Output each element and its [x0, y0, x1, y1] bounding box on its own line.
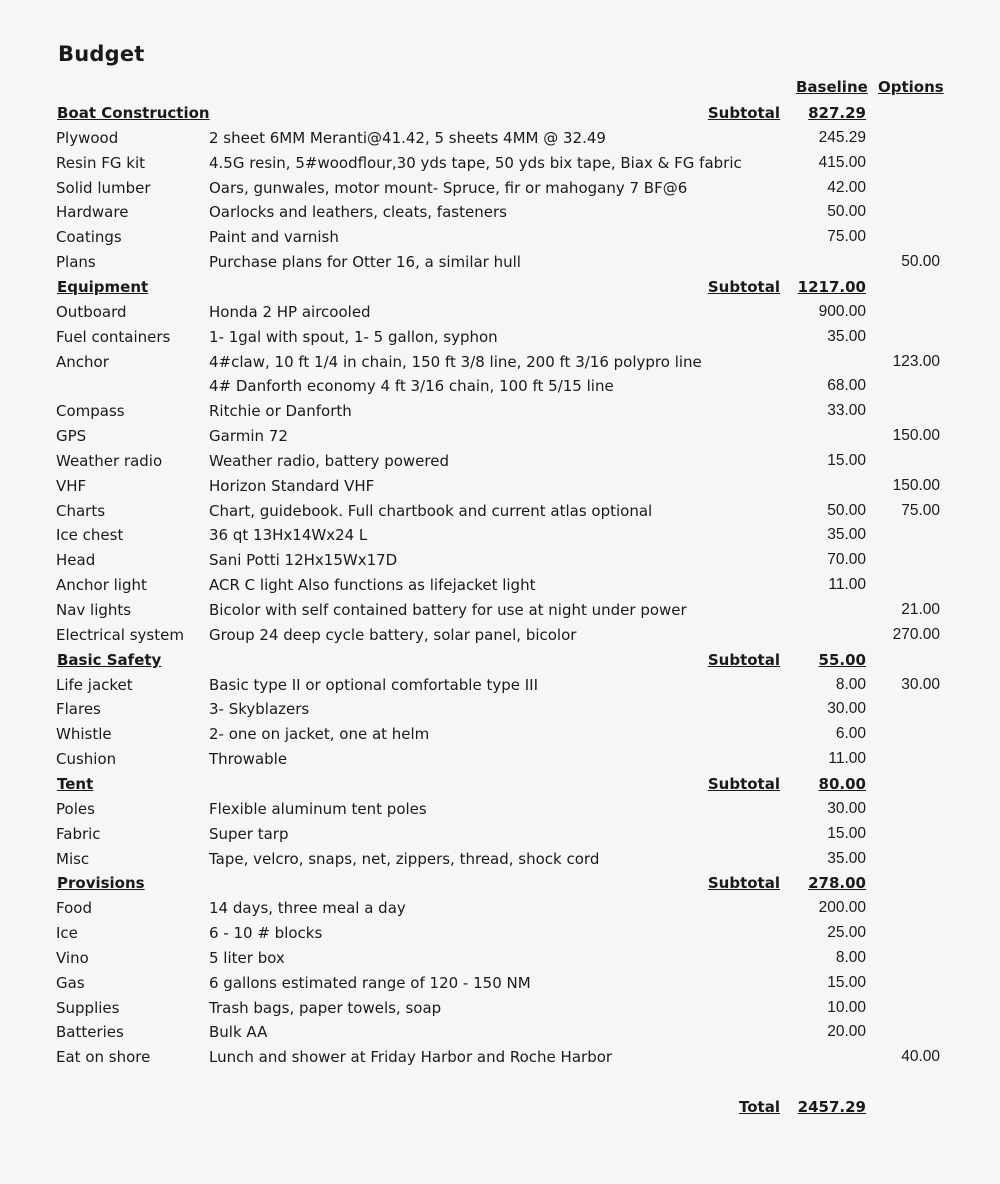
table-row: [0, 824, 1000, 849]
table-row: [0, 252, 1000, 277]
item-category: Ice: [56, 924, 78, 943]
baseline-cost: 30.00: [827, 700, 866, 718]
item-description: Lunch and shower at Friday Harbor and Roche Harbor: [209, 1048, 613, 1067]
table-row: [0, 1047, 1000, 1072]
table-row: [0, 178, 1000, 203]
table-row: [0, 575, 1000, 600]
item-category: Anchor: [56, 352, 109, 371]
table-row: [0, 1022, 1000, 1047]
table-row: [0, 948, 1000, 973]
item-description: Flexible aluminum tent poles: [209, 799, 427, 818]
item-category: Charts: [56, 501, 106, 520]
baseline-cost: 15.00: [827, 824, 866, 842]
baseline-cost: 900.00: [818, 302, 866, 320]
baseline-cost: 30.00: [827, 799, 866, 817]
column-header-baseline: Baseline: [796, 78, 868, 96]
section-header-row: [0, 650, 1000, 675]
item-category: Fuel containers: [56, 327, 171, 346]
item-category: Coatings: [56, 228, 122, 247]
item-category: Electrical system: [56, 625, 184, 644]
item-description: Weather radio, battery powered: [209, 451, 449, 470]
table-row: [0, 525, 1000, 550]
item-category: Flares: [56, 700, 101, 719]
table-row: [0, 923, 1000, 948]
item-description: 36 qt 13Hx14Wx24 L: [209, 526, 368, 545]
item-description: Trash bags, paper towels, soap: [209, 998, 442, 1017]
baseline-cost: 70.00: [827, 551, 866, 569]
table-row: [0, 501, 1000, 526]
table-row: [0, 973, 1000, 998]
baseline-cost: 42.00: [827, 178, 866, 196]
item-description: 14 days, three meal a day: [209, 899, 406, 918]
table-row: [0, 352, 1000, 377]
page-title: Budget: [58, 42, 145, 66]
item-category: Cushion: [56, 750, 117, 769]
table-row: [0, 675, 1000, 700]
table-row: [0, 401, 1000, 426]
item-category: GPS: [56, 427, 87, 446]
subtotal-value: 278.00: [808, 874, 866, 893]
baseline-cost: 20.00: [827, 1023, 866, 1041]
item-description: Ritchie or Danforth: [209, 402, 352, 421]
table-row: [0, 426, 1000, 451]
section-header-row: [0, 873, 1000, 898]
item-category: Nav lights: [56, 601, 132, 619]
table-row: [0, 749, 1000, 774]
item-category: Plywood: [56, 128, 119, 147]
section-title: Boat Construction: [57, 104, 210, 122]
section-title: Basic Safety: [57, 650, 162, 669]
item-category: Poles: [56, 799, 95, 818]
item-description: Honda 2 HP aircooled: [209, 302, 371, 321]
table-row: [0, 153, 1000, 178]
item-category: Eat on shore: [56, 1048, 151, 1067]
table-row: [0, 600, 1000, 625]
baseline-cost: 245.29: [818, 128, 866, 146]
item-category: Hardware: [56, 203, 129, 222]
table-row: [0, 898, 1000, 923]
subtotal-value: 80.00: [818, 774, 866, 793]
table-row: [0, 724, 1000, 749]
subtotal-value: 55.00: [818, 650, 866, 669]
item-category: Food: [56, 899, 92, 918]
item-category: Whistle: [56, 725, 112, 744]
section-header-row: [0, 103, 1000, 128]
option-cost: 150.00: [892, 476, 940, 494]
section-title: Provisions: [57, 874, 145, 893]
item-description: Tape, velcro, snaps, net, zippers, thread, shock cord: [209, 849, 600, 868]
item-description: 4# Danforth economy 4 ft 3/16 chain, 100 ft 5/15 line: [209, 377, 614, 396]
baseline-cost: 35.00: [827, 526, 866, 544]
item-description: Sani Potti 12Hx15Wx17D: [209, 551, 398, 570]
item-category: Ice chest: [56, 526, 124, 545]
baseline-cost: 50.00: [827, 203, 866, 221]
item-description: 4#claw, 10 ft 1/4 in chain, 150 ft 3/8 line, 200 ft 3/16 polypro line: [209, 352, 702, 371]
item-description: Horizon Standard VHF: [209, 476, 375, 495]
subtotal-value: 1217.00: [797, 277, 866, 296]
item-description: 2- one on jacket, one at helm: [209, 725, 430, 744]
table-row: [0, 476, 1000, 501]
baseline-cost: 6.00: [835, 725, 866, 743]
baseline-cost: 8.00: [835, 948, 866, 966]
baseline-cost: 25.00: [827, 924, 866, 942]
baseline-cost: 35.00: [827, 327, 866, 345]
table-row: [0, 128, 1000, 153]
baseline-cost: 15.00: [827, 973, 866, 991]
item-description: Chart, guidebook. Full chartbook and current atlas optional: [209, 501, 653, 520]
item-description: Basic type II or optional comfortable type III: [209, 675, 539, 694]
item-category: Anchor light: [56, 576, 147, 595]
item-category: Supplies: [56, 998, 120, 1017]
item-description: 5 liter box: [209, 948, 285, 967]
option-cost: 50.00: [901, 253, 940, 271]
subtotal-value: 827.29: [808, 104, 866, 122]
item-category: Plans: [56, 253, 96, 272]
baseline-cost: 50.00: [827, 501, 866, 519]
item-description: 4.5G resin, 5#woodflour,30 yds tape, 50 yds bix tape, Biax & FG fabric: [209, 153, 742, 172]
baseline-cost: 11.00: [828, 576, 866, 594]
baseline-cost: 75.00: [827, 228, 866, 246]
option-cost: 21.00: [901, 601, 940, 618]
item-category: Misc: [56, 849, 90, 868]
option-cost: 75.00: [901, 501, 940, 519]
item-category: VHF: [56, 476, 87, 495]
item-description: Oarlocks and leathers, cleats, fasteners: [209, 203, 507, 222]
item-description: 2 sheet 6MM Meranti@41.42, 5 sheets 4MM @ 32.49: [209, 128, 606, 147]
item-description: Group 24 deep cycle battery, solar panel, bicolor: [209, 625, 577, 644]
item-category: Resin FG kit: [56, 153, 145, 172]
section-header-row: [0, 277, 1000, 302]
section-title: Tent: [57, 774, 94, 793]
option-cost: 150.00: [892, 427, 940, 445]
table-row: [0, 227, 1000, 252]
total-label: Total: [739, 1098, 780, 1116]
baseline-cost: 200.00: [818, 899, 866, 917]
item-category: Vino: [56, 948, 89, 967]
item-category: Weather radio: [56, 451, 163, 470]
item-category: Gas: [56, 973, 85, 992]
item-description: 6 gallons estimated range of 120 - 150 NM: [209, 973, 531, 992]
table-row: [0, 625, 1000, 650]
subtotal-label: Subtotal: [707, 774, 780, 793]
baseline-cost: 11.00: [828, 750, 866, 768]
baseline-cost: 8.00: [835, 675, 866, 693]
item-description: 1- 1gal with spout, 1- 5 gallon, syphon: [209, 327, 498, 346]
table-row: [0, 550, 1000, 575]
baseline-cost: 15.00: [827, 451, 866, 469]
column-header-options: Options: [878, 78, 944, 96]
item-category: Life jacket: [56, 675, 133, 694]
item-category: Fabric: [56, 824, 101, 843]
table-row: [0, 302, 1000, 327]
item-description: ACR C light Also functions as lifejacket light: [209, 576, 536, 595]
table-row: [0, 849, 1000, 874]
item-description: 6 - 10 # blocks: [209, 924, 323, 943]
item-description: Bicolor with self contained battery for use at night under power: [209, 601, 687, 619]
option-cost: 270.00: [892, 625, 940, 643]
item-category: Head: [56, 551, 96, 570]
item-description: Super tarp: [209, 824, 289, 843]
item-description: Bulk AA: [209, 1023, 268, 1042]
baseline-cost: 415.00: [818, 153, 866, 171]
item-category: Batteries: [56, 1023, 124, 1042]
option-cost: 123.00: [892, 352, 940, 370]
item-description: 3- Skyblazers: [209, 700, 310, 719]
table-row: [0, 799, 1000, 824]
option-cost: 30.00: [901, 675, 940, 693]
subtotal-label: Subtotal: [707, 650, 780, 669]
item-category: Outboard: [56, 302, 127, 321]
baseline-cost: 10.00: [827, 998, 866, 1016]
subtotal-label: Subtotal: [707, 104, 780, 122]
table-row: [0, 376, 1000, 401]
item-category: Compass: [56, 402, 125, 421]
baseline-cost: 33.00: [827, 402, 866, 420]
baseline-cost: 35.00: [827, 849, 866, 867]
item-description: Garmin 72: [209, 427, 288, 446]
table-row: [0, 699, 1000, 724]
section-title: Equipment: [57, 277, 149, 296]
total-value: 2457.29: [797, 1098, 866, 1116]
item-category: Solid lumber: [56, 178, 151, 197]
option-cost: 40.00: [901, 1048, 940, 1066]
item-description: Purchase plans for Otter 16, a similar hull: [209, 253, 521, 272]
item-description: Oars, gunwales, motor mount- Spruce, fir or mahogany 7 BF@6: [209, 178, 688, 197]
table-row: [0, 451, 1000, 476]
subtotal-label: Subtotal: [707, 277, 780, 296]
baseline-cost: 68.00: [827, 377, 866, 395]
table-row: [0, 327, 1000, 352]
table-row: [0, 998, 1000, 1023]
table-row: [0, 202, 1000, 227]
section-header-row: [0, 774, 1000, 799]
item-description: Throwable: [209, 750, 288, 769]
item-description: Paint and varnish: [209, 228, 339, 247]
subtotal-label: Subtotal: [707, 874, 780, 893]
